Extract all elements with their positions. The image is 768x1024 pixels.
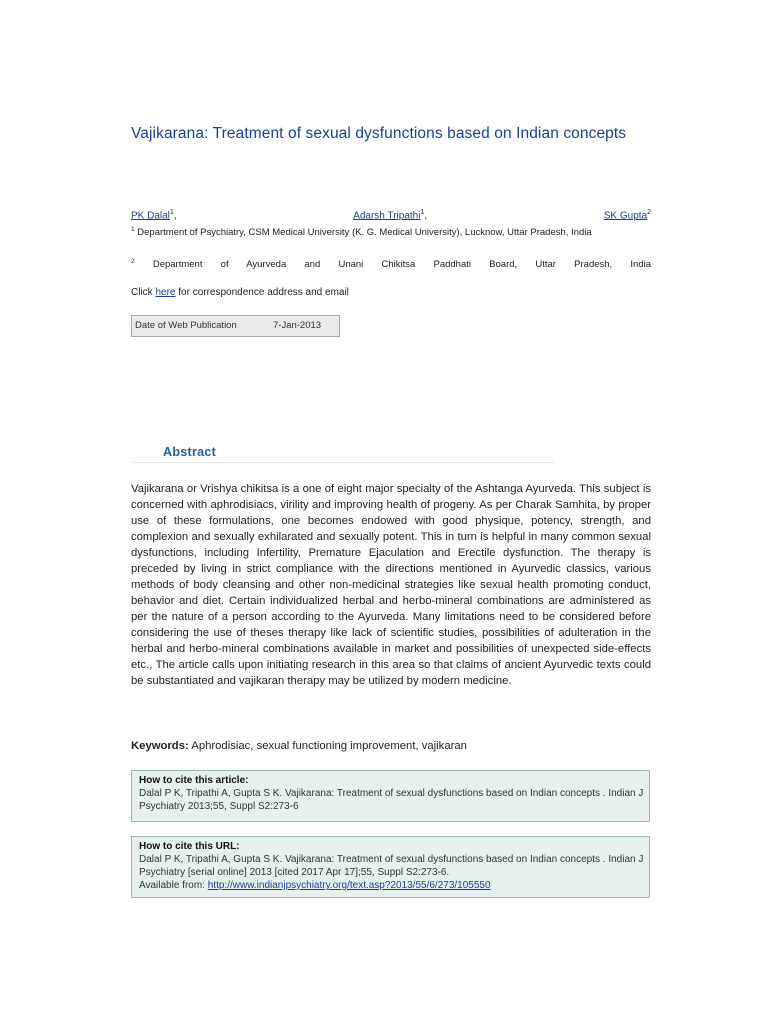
cite-article-heading: How to cite this article: <box>139 775 249 786</box>
affiliation-2: $^2$ Department of Ayurveda and Unani Chikitsa Paddhati Board, Uttar Pradesh, India <box>131 258 651 271</box>
cite-url-text: Dalal P K, Tripathi A, Gupta S K. Vajikarana: Treatment of sexual dysfunctions based on Indian concepts . Indian J Psychiatry [serial online] 2013 [cited 2017 Apr 17];55, Suppl S2:273-6. <box>139 854 644 878</box>
author-link-dalal[interactable]: PK Dalal <box>131 210 170 222</box>
cite-url-link[interactable]: http://www.indianjpsychiatry.org/text.asp?2013/55/6/273/105550 <box>207 880 491 891</box>
correspondence-link[interactable]: here <box>155 287 176 298</box>
cite-url-box <box>131 836 650 898</box>
cite-url-heading: How to cite this URL: <box>139 841 240 852</box>
cite-article-box <box>131 770 650 822</box>
correspondence-line: Click here for correspondence address and email <box>131 287 349 298</box>
abstract-body: Vajikarana or Vrishya chikitsa is a one of eight major specialty of the Ashtanga Ayurveda. This subject is concerned with aphrodisiacs, virility and improving health of progeny. As per Charak Samhita, by proper use of these formulations, one becomes endowed with good physique, potency, strength, and complexion and sexually exhilarated and sexually potent. This in turn is helpful in many common sexual dysfunctions, including Infertility, Premature Ejaculation and Erectile dysfunction. The therapy is preceded by living in strict compliance with the directions mentioned in Ayurvedic classics, various methods of body cleansing and other non-medicinal strategies like sexual health promoting conduct, behavior and diet. Certain individualized herbal and herbo-mineral combinations are administered as per the nature of a person according to the Ayurveda. Many limitations need to be considered before considering the use of theses therapy like lack of scientific studies, possibilities of adulteration in the herbal and herbo-mineral combinations available in market and possibilities of unexpected side-effects etc., The article calls upon initiating research in this area so that claims of ancient Ayurvedic texts could be substantiated and vajikaran therapy may be utilized by modern medicine. <box>131 483 651 687</box>
keywords-line <box>131 738 467 754</box>
abstract-divider <box>131 462 554 463</box>
author-link-tripathi[interactable]: Adarsh Tripathi <box>353 210 421 222</box>
publication-date-value: 7-Jan-2013 <box>273 320 322 331</box>
article-title: Vajikarana: Treatment of sexual dysfunctions based on Indian concepts <box>131 125 627 142</box>
publication-date-label: Date of Web Publication <box>135 320 237 331</box>
keywords-label: Keywords: <box>131 740 189 752</box>
author-list <box>131 206 651 222</box>
publication-date-box <box>131 315 340 337</box>
cite-article-text: Dalal P K, Tripathi A, Gupta S K. Vajikarana: Treatment of sexual dysfunctions based on Indian concepts . Indian J Psychiatry 2013;55, Suppl S2:273-6 <box>139 788 644 812</box>
author-link-gupta[interactable]: SK Gupta <box>603 210 648 222</box>
cite-url-available: Available from: http://www.indianjpsychiatry.org/text.asp?2013/55/6/273/105550 <box>139 880 491 891</box>
affiliation-1: $^1$ Department of Psychiatry, CSM Medical University (K. G. Medical University), Lucknow, Uttar Pradesh, India <box>131 226 592 239</box>
author-3: SK Gupta$^2$ <box>603 209 651 222</box>
abstract-heading: Abstract <box>163 445 217 459</box>
keywords-text: Aphrodisiac, sexual functioning improvement, vajikaran <box>191 740 467 752</box>
author-2: Adarsh Tripathi$^1$, <box>353 209 428 222</box>
author-1: PK Dalal$^1$, <box>131 209 177 222</box>
